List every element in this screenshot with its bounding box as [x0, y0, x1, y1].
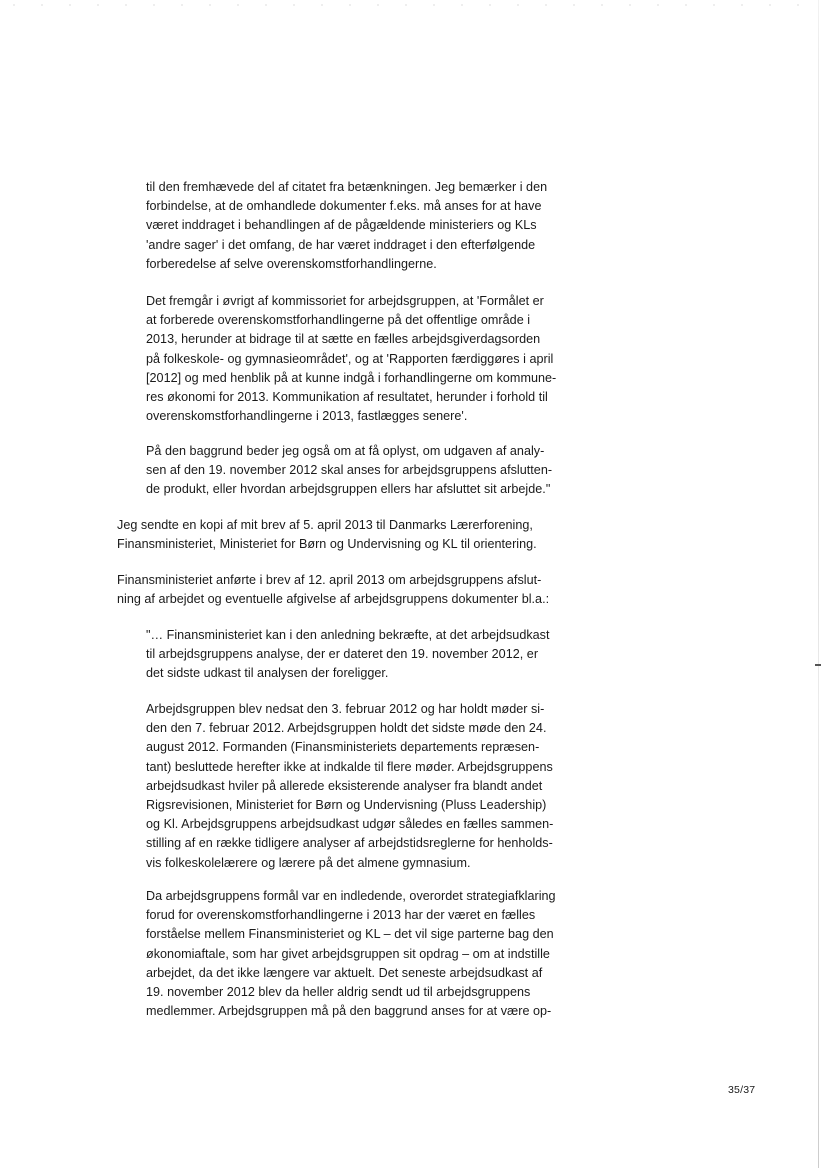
- quote-paragraph-1: til den fremhævede del af citatet fra betænkningen. Jeg bemærker i den forbindelse, at de omhandlede dokumenter f.eks. må anses for at have været inddraget i behandlingen af de pågældende ministeriers og KLs 'andre sager' i det omfang, de har været inddraget i den efterfølgende forberedelse af selve overenskomstforhandlingerne.: [146, 180, 548, 271]
- quote-paragraph-6: Da arbejdsgruppens formål var en indledende, overordet strategiafklaring forud for overenskomstforhandlingerne i 2013 har der været en fælles forståelse mellem Finansministeriet og KL – det vil sige parterne bag den økonomiaftale, som har givet arbejdsgruppen sit opdrag – om at indstille arbejdet, da det ikke længere var aktuelt. Det seneste arbejdsudkast af 19. november 2012 blev da heller aldrig sendt ud til arbejdsgruppens medlemmer. Arbejdsgruppen må på den baggrund anses for at være op-: [146, 889, 556, 1019]
- quote-paragraph-3: På den baggrund beder jeg også om at få oplyst, om udgaven af analy- sen af den 19. november 2012 skal anses for arbejdsgruppens afslutten- de produkt, eller hvordan arbejdsgruppen ellers har afsluttet sit arbejde.": [146, 444, 553, 497]
- body-paragraph-1: Jeg sendte en kopi af mit brev af 5. april 2013 til Danmarks Lærerforening, Finansministeriet, Ministeriet for Børn og Undervisning og KL til orientering.: [117, 518, 537, 552]
- scan-artifact-mark: [815, 664, 821, 666]
- page-number: 35/37: [728, 1084, 756, 1096]
- body-paragraph-2: Finansministeriet anførte i brev af 12. april 2013 om arbejdsgruppens afslut- ning af arbejdet og eventuelle afgivelse af arbejdsgruppens dokumenter bl.a.:: [117, 573, 550, 607]
- quote-paragraph-2: Det fremgår i øvrigt af kommissoriet for arbejdsgruppen, at 'Formålet er at forberede overenskomstforhandlingerne på det offentlige område i 2013, herunder at bidrage til at sætte en fælles arbejdsgiverdagsorden på folkeskole- og gymnasieområdet', og at 'Rapporten færdiggøres i april [2012] og med henblik på at kunne indgå i forhandlingerne om kommune- res økonomi for 2013. Kommunikation af resultatet, herunder i forhold til overenskomstforhandlingerne i 2013, fastlægges senere'.: [146, 294, 557, 424]
- quote-paragraph-4: "… Finansministeriet kan i den anledning bekræfte, at det arbejdsudkast til arbejdsgruppens analyse, der er dateret den 19. november 2012, er det sidste udkast til analysen der foreligger.: [146, 628, 550, 681]
- quote-paragraph-5: Arbejdsgruppen blev nedsat den 3. februar 2012 og har holdt møder si- den den 7. februar 2012. Arbejdsgruppen holdt det sidste møde den 24. august 2012. Formanden (Finansministeriets departements repræsen- tant) besluttede herefter ikke at indkalde til flere møder. Arbejdsgruppens arbejdsudkast hviler på allerede eksisterende analyser fra blandt andet Rigsrevisionen, Ministeriet for Børn og Undervisning (Pluss Leadership) og Kl. Arbejdsgruppens arbejdsudkast udgør således en fælles sammen- stilling af en række tidligere analyser af arbejdstidsreglerne for henholds- vis folkeskolelærere og lærere på det almene gymnasium.: [146, 702, 554, 870]
- scan-artifact-edge: [818, 0, 819, 1168]
- scan-artifact-top: [0, 4, 825, 6]
